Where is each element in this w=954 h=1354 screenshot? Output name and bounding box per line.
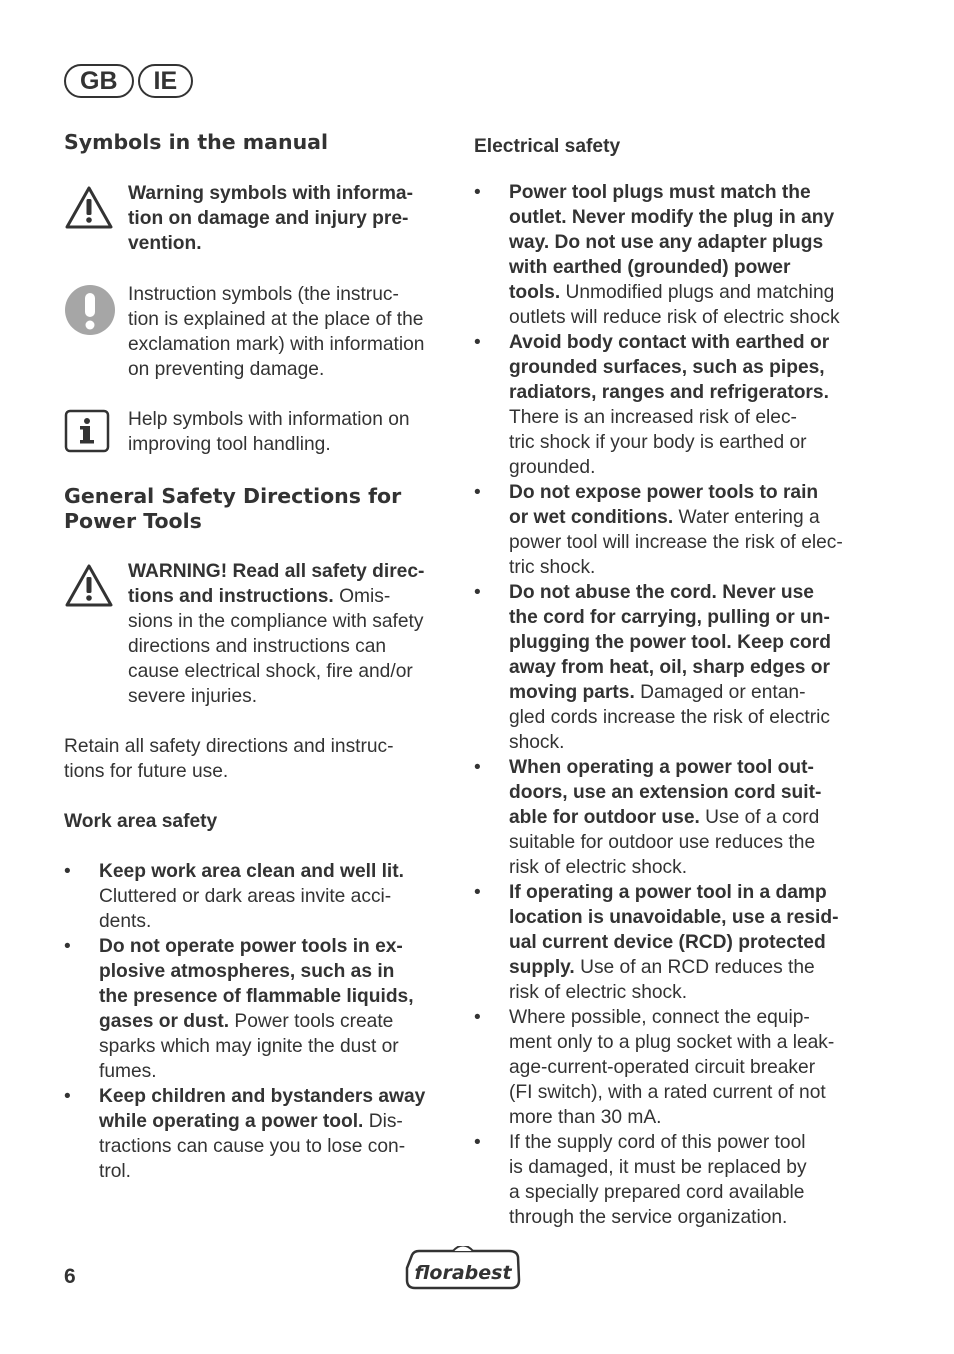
- language-badge-ie: IE: [138, 64, 194, 98]
- work-area-heading: Work area safety: [64, 811, 218, 832]
- general-warning-text: Omis- sions in the compliance with safety directions and instructions can cause electrical shock, fire and/or severe injuries.: [128, 586, 424, 707]
- general-warning-bold: WARNING! Read all safety direc- tions and instructions.: [128, 561, 425, 607]
- list-item: • Do not expose power tools to rain or wet conditions. Water entering a power tool will increase the risk of elec- tric shock.: [474, 482, 843, 578]
- general-warning-row: [64, 559, 452, 709]
- instruction-symbol-row: [64, 282, 452, 382]
- page-number: 6: [64, 1265, 76, 1288]
- list-item: • If the supply cord of this power tool is damaged, it must be replaced by a specially prepared cord available through the service organization.: [474, 1132, 807, 1228]
- list-item: • Where possible, connect the equip- ment only to a plug socket with a leak- age-current-operated circuit breaker (FI switch), with a rated current of not more than 30 mA.: [474, 1007, 835, 1128]
- info-icon: [64, 407, 128, 460]
- electrical-safety-list: [474, 180, 864, 1230]
- language-badge-gb: GB: [64, 64, 134, 98]
- list-item: • Keep work area clean and well lit. Cluttered or dark areas invite acci- dents.: [64, 861, 404, 932]
- left-column: [64, 130, 452, 1184]
- list-item: • Avoid body contact with earthed or grounded surfaces, such as pipes, radiators, ranges and refrigerators. There is an increased risk of elec- tric shock if your body is earthed or grounded.: [474, 332, 830, 478]
- warning-symbol-text: Warning symbols with informa- tion on damage and injury pre- vention.: [128, 183, 413, 254]
- symbols-heading: Symbols in the manual: [64, 130, 329, 154]
- list-item: • Do not abuse the cord. Never use the cord for carrying, pulling or un- plugging the power tool. Keep cord away from heat, oil, sharp edges or moving parts. Damaged or entan- gled cords increase the risk of electric shock.: [474, 582, 831, 753]
- list-item: • Do not operate power tools in ex- plosive atmospheres, such as in the presence of flammable liquids, gases or dust. Power tools create sparks which may ignite the dust or fumes.: [64, 936, 414, 1082]
- list-item: • Keep children and bystanders away while operating a power tool. Dis- tractions can cause you to lose con- trol.: [64, 1086, 426, 1182]
- list-item: • If operating a power tool in a damp location is unavoidable, use a resid- ual current device (RCD) protected supply. Use of an RCD reduces the risk of electric shock.: [474, 882, 839, 1003]
- instruction-symbol-text: Instruction symbols (the instruc- tion is explained at the place of the exclamation mark) with information on preventing damage.: [128, 284, 425, 380]
- warning-triangle-icon: [64, 181, 128, 238]
- help-symbol-row: [64, 407, 452, 460]
- exclamation-circle-icon: [64, 282, 128, 343]
- language-badges: [64, 64, 193, 98]
- electrical-safety-heading: Electrical safety: [474, 136, 621, 157]
- svg-text:florabest: florabest: [414, 1262, 512, 1284]
- general-safety-heading: General Safety Directions for Power Tools: [64, 484, 402, 533]
- right-column: [474, 130, 864, 1230]
- help-symbol-text: Help symbols with information on improving tool handling.: [128, 409, 410, 455]
- florabest-logo: [405, 1246, 521, 1295]
- warning-symbol-row: [64, 181, 452, 256]
- work-area-list: [64, 859, 452, 1184]
- warning-triangle-icon: [64, 559, 128, 616]
- list-item: • Power tool plugs must match the outlet. Never modify the plug in any way. Do not use any adapter plugs with earthed (grounded) power tools. Unmodified plugs and matching outlets will reduce risk of electric shock: [474, 182, 840, 328]
- list-item: • When operating a power tool out- doors, use an extension cord suit- able for outdoor use. Use of a cord suitable for outdoor use reduces the risk of electric shock.: [474, 757, 822, 878]
- retain-directions-text: Retain all safety directions and instruc- tions for future use.: [64, 736, 394, 782]
